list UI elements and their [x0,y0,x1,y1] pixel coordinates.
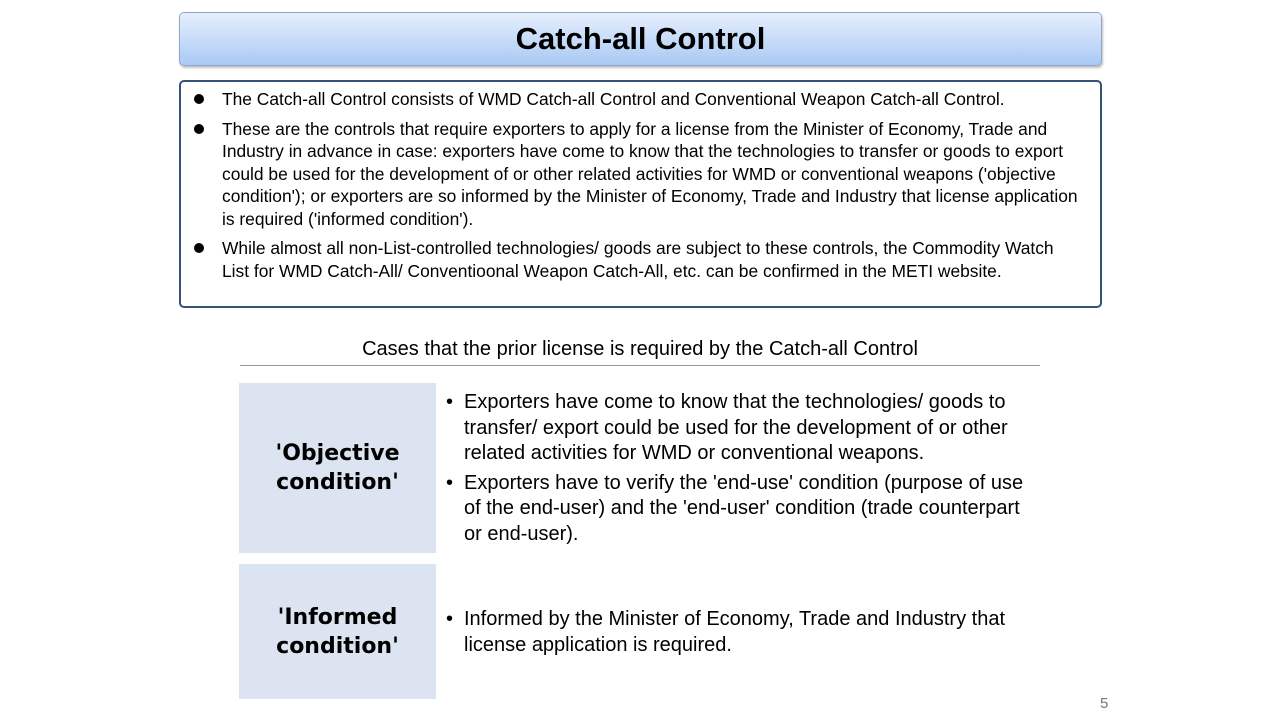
slide-title: Catch-all Control [179,12,1102,66]
point-text: Informed by the Minister of Economy, Trade and Industry that license application is required. [464,608,1006,656]
page-number: 5 [1100,695,1109,712]
summary-text: These are the controls that require exporters to apply for a license from the Minister of Economy, Trade and Industry in advance in case: exporters have come to know that the technologies to transfer or goods to export could be used for the development of or other related activities for WMD or conventional weapons ('objective condition'); or exporters are so informed by the Minister of Economy, Trade and Industry that license application is required ('informed condition'). [222,118,1078,229]
summary-text: While almost all non-List-controlled technologies/ goods are subject to these controls, the Commodity Watch List for WMD Catch-All/ Conventioonal Weapon Catch-All, etc. can be confirmed in the METI website. [222,238,1054,281]
objective-label-text: 'Objective condition' [275,441,400,495]
summary-bullet [189,118,1092,231]
informed-label-text: 'Informed condition' [276,604,399,659]
objective-condition-label [239,383,436,553]
bullet-icon: • [446,608,454,630]
summary-box [179,80,1102,308]
point-text: Exporters have come to know that the technologies/ goods to transfer/ export could be used for the development of or other related activities for WMD or conventional weapons. [464,391,1008,464]
bullet-icon: • [446,391,454,413]
summary-bullet [189,88,1092,111]
bullet-icon: • [446,471,454,494]
summary-bullet [189,237,1092,282]
bullet-icon [194,124,204,134]
objective-point [444,390,1034,467]
bullet-icon [194,243,204,253]
informed-point [444,607,1034,658]
informed-condition-description [444,607,1034,662]
summary-text: The Catch-all Control consists of WMD Catch-all Control and Conventional Weapon Catch-all Control. [222,89,1005,109]
point-text: Exporters have to verify the 'end-use' condition (purpose of use of the end-user) and the 'end-user' condition (trade counterpart or end-user). [464,471,1024,545]
objective-condition-description [444,390,1034,551]
caption-divider [240,365,1040,366]
cases-caption: Cases that the prior license is required by the Catch-all Control [362,338,918,360]
bullet-icon [194,94,204,104]
objective-point [444,471,1034,548]
informed-condition-label [239,564,436,699]
